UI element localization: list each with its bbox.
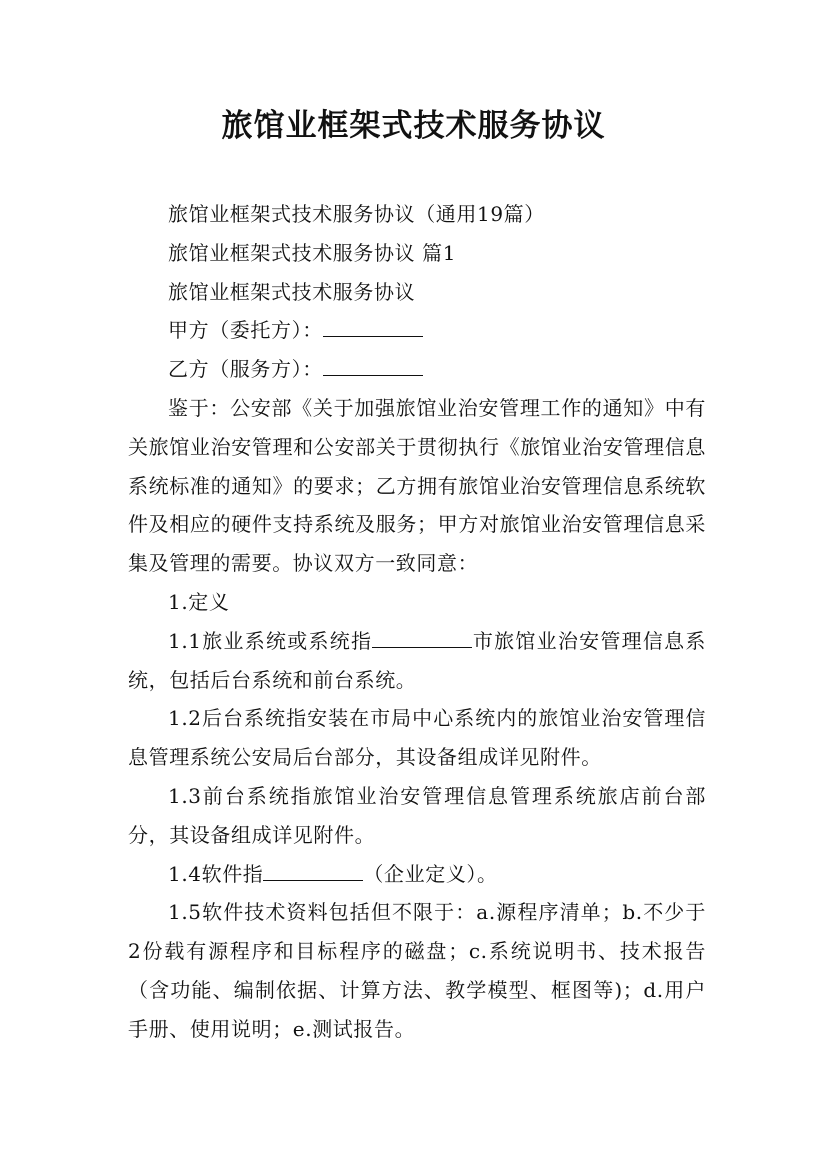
party-a-line (128, 311, 706, 350)
doc-name-line: 旅馆业框架式技术服务协议 (168, 279, 416, 304)
document-title: 旅馆业框架式技术服务协议 (221, 108, 606, 144)
clause-1-2: 1.2后台系统指安装在市局中心系统内的旅馆业治安管理信息管理系统公安局后台部分，其设备组成详见附件。 (128, 706, 706, 770)
whereas-paragraph: 鉴于：公安部《关于加强旅馆业治安管理工作的通知》中有关旅馆业治安管理和公安部关于贯彻执行《旅馆业治安管理信息系统标准的通知》的要求；乙方拥有旅馆业治安管理信息系统软件及相应的硬件支持系统及服务；甲方对旅馆业治安管理信息采集及管理的需要。协议双方一致同意： (128, 395, 706, 576)
clause-1-1-rest: 市旅馆业治安管理信息系统，包括后台系统和前台系统。 (128, 628, 706, 692)
clause-1-1-lead: 1.1旅业系统或系统指 (168, 628, 373, 653)
party-a-blank (323, 314, 423, 337)
clause-1-4-blank (263, 858, 363, 881)
chapter-line: 旅馆业框架式技术服务协议 篇1 (168, 240, 457, 265)
party-b-label: 乙方（服务方）： (168, 357, 323, 382)
clause-1-4 (128, 855, 706, 894)
clause-1-4-lead: 1.4软件指 (168, 861, 264, 886)
clause-1-1-blank (372, 625, 472, 648)
party-b-blank (323, 353, 423, 376)
clause-1-1 (128, 622, 706, 700)
party-a-label: 甲方（委托方）： (168, 318, 323, 343)
clause-1-5: 1.5软件技术资料包括但不限于：a.源程序清单；b.不少于2份载有源程序和目标程序的磁盘；c.系统说明书、技术报告（含功能、编制依据、计算方法、教学模型、框图等)；d.用户手册、使用说明；e.测试报告。 (128, 900, 706, 1041)
section-1-heading: 1.定义 (168, 589, 230, 614)
document-body (128, 195, 706, 1049)
subtitle-line: 旅馆业框架式技术服务协议（通用19篇） (168, 202, 545, 226)
party-b-line (128, 350, 706, 389)
clause-1-3: 1.3前台系统指旅馆业治安管理信息管理系统旅店前台部分，其设备组成详见附件。 (128, 783, 706, 847)
clause-1-4-rest: （企业定义）。 (363, 861, 498, 886)
